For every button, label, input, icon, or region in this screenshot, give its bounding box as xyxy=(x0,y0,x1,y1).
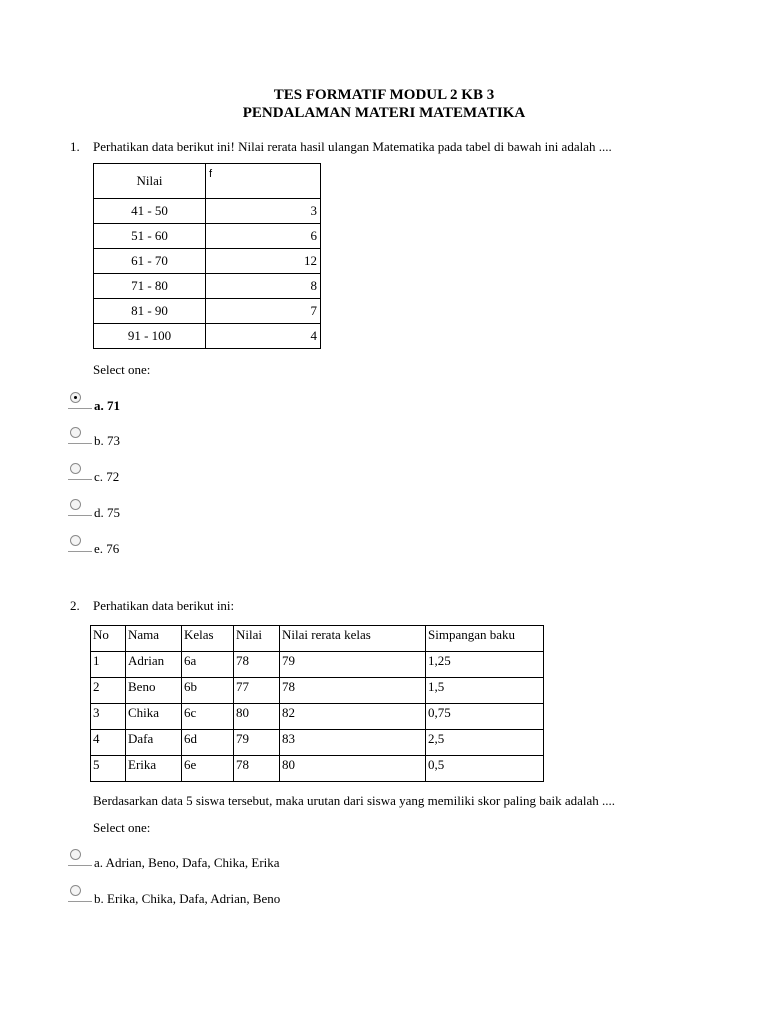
table-cell: 1 xyxy=(91,652,126,678)
table-header-cell: f xyxy=(206,164,321,199)
question-2-text: Perhatikan data berikut ini: xyxy=(93,598,235,613)
radio-unchecked-icon[interactable] xyxy=(70,535,81,546)
answer-option-label: a. 71 xyxy=(94,398,120,413)
table-cell: 6c xyxy=(182,704,234,730)
table-cell: 1,5 xyxy=(426,678,544,704)
table-cell: 81 - 90 xyxy=(94,299,206,324)
table-cell: 80 xyxy=(280,756,426,782)
table-cell: 91 - 100 xyxy=(94,324,206,349)
table-cell: 78 xyxy=(234,652,280,678)
table-cell: 12 xyxy=(206,249,321,274)
table-header-row xyxy=(91,626,544,652)
radio-checked-icon[interactable] xyxy=(70,392,81,403)
table-cell: 2 xyxy=(91,678,126,704)
table-cell: Chika xyxy=(126,704,182,730)
document-title: TES FORMATIF MODUL 2 KB 3 xyxy=(273,87,495,103)
table-header-cell: Nilai rerata kelas xyxy=(280,626,426,652)
table-cell: 0,75 xyxy=(426,704,544,730)
table-row xyxy=(94,249,321,274)
question-1-select-label: Select one: xyxy=(93,362,151,377)
table-cell: 7 xyxy=(206,299,321,324)
radio-underline xyxy=(68,901,92,902)
question-2-select-label: Select one: xyxy=(93,820,151,835)
table-row xyxy=(94,199,321,224)
table-header-cell: Nama xyxy=(126,626,182,652)
table-cell: 83 xyxy=(280,730,426,756)
radio-underline xyxy=(68,443,92,444)
table-cell: 2,5 xyxy=(426,730,544,756)
radio-underline xyxy=(68,479,92,480)
table-header-cell: Nilai xyxy=(234,626,280,652)
table-row xyxy=(94,224,321,249)
answer-option-label: c. 72 xyxy=(94,469,120,484)
question-2-number: 2. xyxy=(70,598,80,613)
question-1-text: Perhatikan data berikut ini! Nilai rerata hasil ulangan Matematika pada tabel di bawah ini adalah .... xyxy=(93,139,612,154)
radio-unchecked-icon[interactable] xyxy=(70,463,81,474)
question-2-followup-text: Berdasarkan data 5 siswa tersebut, maka urutan dari siswa yang memiliki skor paling baik adalah .... xyxy=(93,793,616,808)
table-cell: 79 xyxy=(234,730,280,756)
table-cell: 51 - 60 xyxy=(94,224,206,249)
table-cell: Erika xyxy=(126,756,182,782)
table-cell: 6 xyxy=(206,224,321,249)
table-row xyxy=(91,756,544,782)
radio-underline xyxy=(68,408,92,409)
table-header-row xyxy=(94,164,321,199)
document-subtitle: PENDALAMAN MATERI MATEMATIKA xyxy=(242,105,526,121)
table-cell: 0,5 xyxy=(426,756,544,782)
table-header-cell: Nilai xyxy=(94,164,206,199)
table-cell: 80 xyxy=(234,704,280,730)
table-row xyxy=(94,274,321,299)
table-cell: 77 xyxy=(234,678,280,704)
table-cell: 71 - 80 xyxy=(94,274,206,299)
table-cell: 3 xyxy=(206,199,321,224)
radio-unchecked-icon[interactable] xyxy=(70,427,81,438)
table-cell: 41 - 50 xyxy=(94,199,206,224)
table-cell: 6a xyxy=(182,652,234,678)
table-cell: 4 xyxy=(206,324,321,349)
radio-underline xyxy=(68,865,92,866)
table-cell: 3 xyxy=(91,704,126,730)
table-cell: 5 xyxy=(91,756,126,782)
answer-option-label: a. Adrian, Beno, Dafa, Chika, Erika xyxy=(94,855,280,870)
question-1-table xyxy=(93,163,321,349)
table-cell: 4 xyxy=(91,730,126,756)
table-row xyxy=(91,730,544,756)
table-cell: 78 xyxy=(234,756,280,782)
answer-option-label: b. Erika, Chika, Dafa, Adrian, Beno xyxy=(94,891,281,906)
radio-unchecked-icon[interactable] xyxy=(70,849,81,860)
table-cell: 79 xyxy=(280,652,426,678)
table-header-cell: Kelas xyxy=(182,626,234,652)
table-cell: 8 xyxy=(206,274,321,299)
table-header-cell: Simpangan baku xyxy=(426,626,544,652)
question-2-table xyxy=(90,625,544,782)
answer-option-label: d. 75 xyxy=(94,505,120,520)
table-cell: 61 - 70 xyxy=(94,249,206,274)
radio-unchecked-icon[interactable] xyxy=(70,499,81,510)
table-row xyxy=(91,652,544,678)
answer-option-label: e. 76 xyxy=(94,541,120,556)
table-cell: Beno xyxy=(126,678,182,704)
radio-underline xyxy=(68,515,92,516)
table-cell: 6d xyxy=(182,730,234,756)
table-cell: 82 xyxy=(280,704,426,730)
table-cell: Dafa xyxy=(126,730,182,756)
radio-unchecked-icon[interactable] xyxy=(70,885,81,896)
table-row xyxy=(91,704,544,730)
table-cell: Adrian xyxy=(126,652,182,678)
table-row xyxy=(94,324,321,349)
answer-option-label: b. 73 xyxy=(94,433,120,448)
table-cell: 6e xyxy=(182,756,234,782)
table-header-cell: No xyxy=(91,626,126,652)
question-1-number: 1. xyxy=(70,139,80,154)
table-row xyxy=(94,299,321,324)
table-cell: 6b xyxy=(182,678,234,704)
table-row xyxy=(91,678,544,704)
table-cell: 1,25 xyxy=(426,652,544,678)
table-cell: 78 xyxy=(280,678,426,704)
radio-underline xyxy=(68,551,92,552)
